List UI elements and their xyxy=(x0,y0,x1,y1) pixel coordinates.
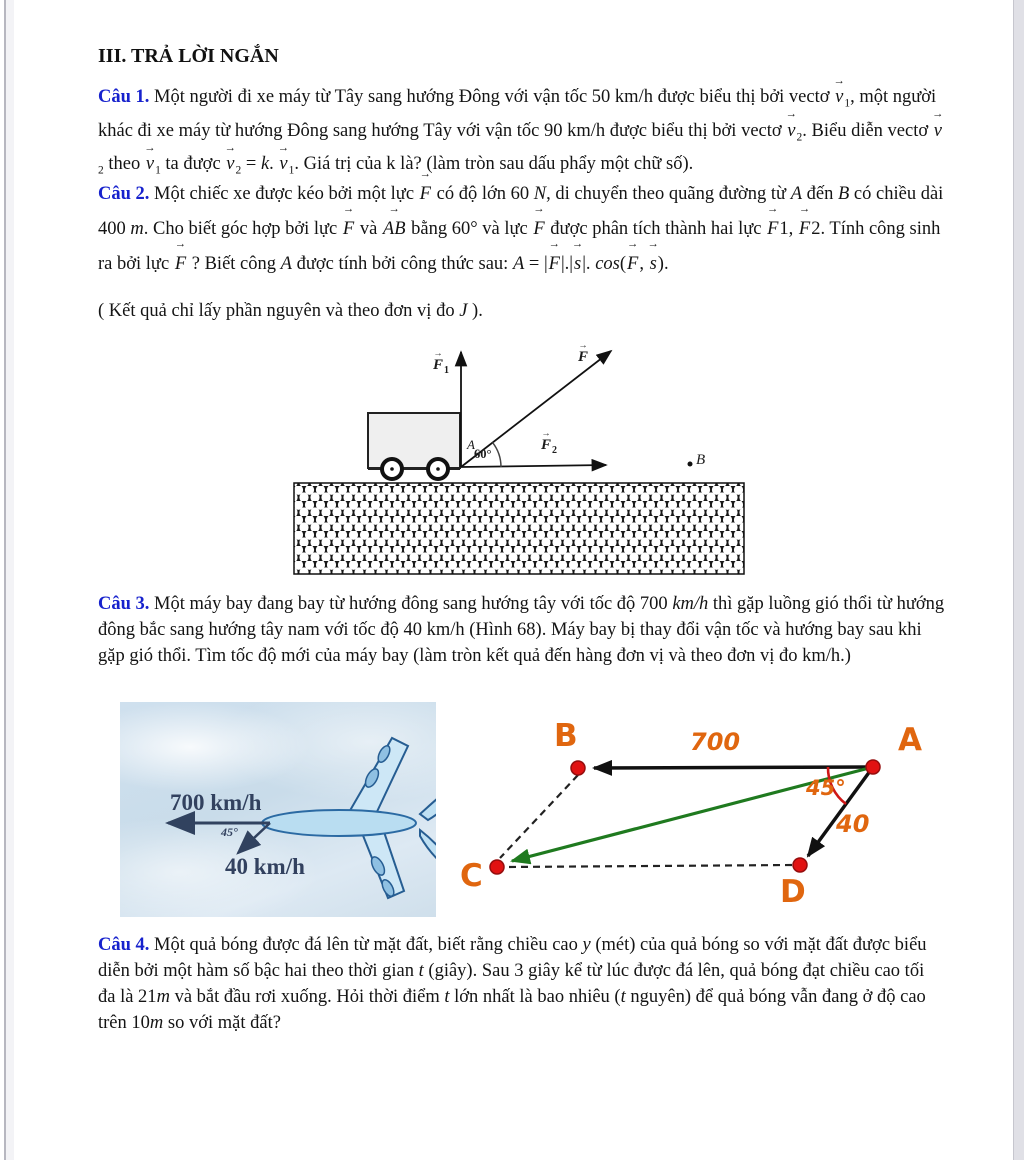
fuselage xyxy=(262,810,416,836)
label-point-b: B xyxy=(554,718,578,754)
label-point-b: B xyxy=(696,452,706,468)
label-ad-40: 40 xyxy=(836,810,870,838)
airplane-illustration xyxy=(120,702,436,917)
point-b-dot xyxy=(571,761,585,775)
figure-airplane-photo xyxy=(120,702,436,917)
label-point-a: A xyxy=(898,722,922,758)
wheel-hub-right xyxy=(436,467,440,471)
label-angle-60: 60° xyxy=(474,447,492,461)
wheel-hub-left xyxy=(390,467,394,471)
label-angle-45: 45° xyxy=(806,776,846,800)
label-plane-angle: 45° xyxy=(221,825,238,839)
question-4-text: Câu 4. Một quả bóng được đá lên từ mặt đất, biết rằng chiều cao y (mét) của quả bóng so với mặt đất được biểu diễn bởi một hàm số bậc hai theo thời gian t (giây). Sau 3 giây kể từ lúc được đá lên, quả bóng đạt chiều cao tối đa là 21m và bắt đầu rơi xuống. Hỏi thời điểm t lớn nhất là bao nhiêu (t nguyên) để quả bóng vẫn đang ở độ cao trên 10m so với mặt đất? xyxy=(98,935,927,1033)
question-2-text: Câu 2. Một chiếc xe được kéo bởi một lực F → có độ lớn 60 N, di chuyển theo quãng đường từ A đến B có chiều dài 400 m. Cho biết góc hợp bởi lực F → và AB → bằng 60° và lực F → được phân tích thành hai lực F →1, F →2. Tính công sinh ra bởi lực F → ? Biết công A được tính bởi công thức sau: A = |F →|.|s →|. cos(F →, s →). xyxy=(98,177,946,282)
page-left-edge xyxy=(4,0,6,1160)
label-vector-f2: $F \to_2$ xyxy=(540,437,557,456)
cart-body xyxy=(368,413,460,468)
label-point-a: A xyxy=(467,437,475,452)
label-point-d: D xyxy=(780,874,806,910)
page-right-edge xyxy=(1013,0,1024,1160)
dashed-dc xyxy=(508,865,792,867)
question-1-text: Câu 1. Một người đi xe máy từ Tây sang hướng Đông với vận tốc 50 km/h được biểu thị bởi vectơ $v \to_1$, một người khác đi xe máy từ hướng Đông sang hướng Tây với vận tốc 90 km/h được biểu thị bởi vectơ $v \to_2$. Biểu diễn vectơ $v \to_2$ theo $v \to_1$ ta được $v \to_2 = k$. $v \to_1$. Giá trị của k là? (làm tròn sau dấu phẩy một chữ số). xyxy=(98,84,946,185)
question-3-text: Câu 3. Một máy bay đang bay từ hướng đông sang hướng tây với tốc độ 700 km/h thì gặp luồng gió thổi từ hướng đông bắc sang hướng tây nam với tốc độ 40 km/h (Hình 68). Máy bay bị thay đổi vận tốc và hướng bay sau khi gặp gió thổi. Tìm tốc độ mới của máy bay (làm tròn kết quả đến hàng đơn vị và theo đơn vị đo km/h.) xyxy=(98,594,945,666)
ground-hatch xyxy=(294,483,744,574)
label-point-c: C xyxy=(460,858,483,894)
angle-arc-60 xyxy=(493,442,502,467)
label-plane-speed: 700 km/h xyxy=(170,790,262,815)
tail-fin-top xyxy=(420,786,436,820)
wind-40-arrow xyxy=(238,823,270,853)
point-c-dot xyxy=(490,860,504,874)
tail-fin-bottom xyxy=(420,830,436,871)
vector-f2-arrow xyxy=(461,465,606,467)
point-a-dot xyxy=(866,760,880,774)
figure-force-cart xyxy=(293,336,755,576)
label-vector-f1: $F \to_1$ xyxy=(432,357,449,376)
label-ab-700: 700 xyxy=(690,728,741,756)
vector-ab-700 xyxy=(594,767,873,768)
page-left-shadow xyxy=(6,0,14,1160)
label-plane-wind: 40 km/h xyxy=(225,854,305,879)
cart-illustration xyxy=(293,336,755,576)
figure-vector-parallelogram xyxy=(458,700,958,918)
question-2-note: ( Kết quả chỉ lấy phần nguyên và theo đơn vị đo J ). xyxy=(98,301,483,321)
label-vector-f: F → xyxy=(577,349,589,366)
section-title: III. TRẢ LỜI NGẮN xyxy=(98,45,279,67)
point-b-dot xyxy=(688,462,693,467)
point-d-dot xyxy=(793,858,807,872)
